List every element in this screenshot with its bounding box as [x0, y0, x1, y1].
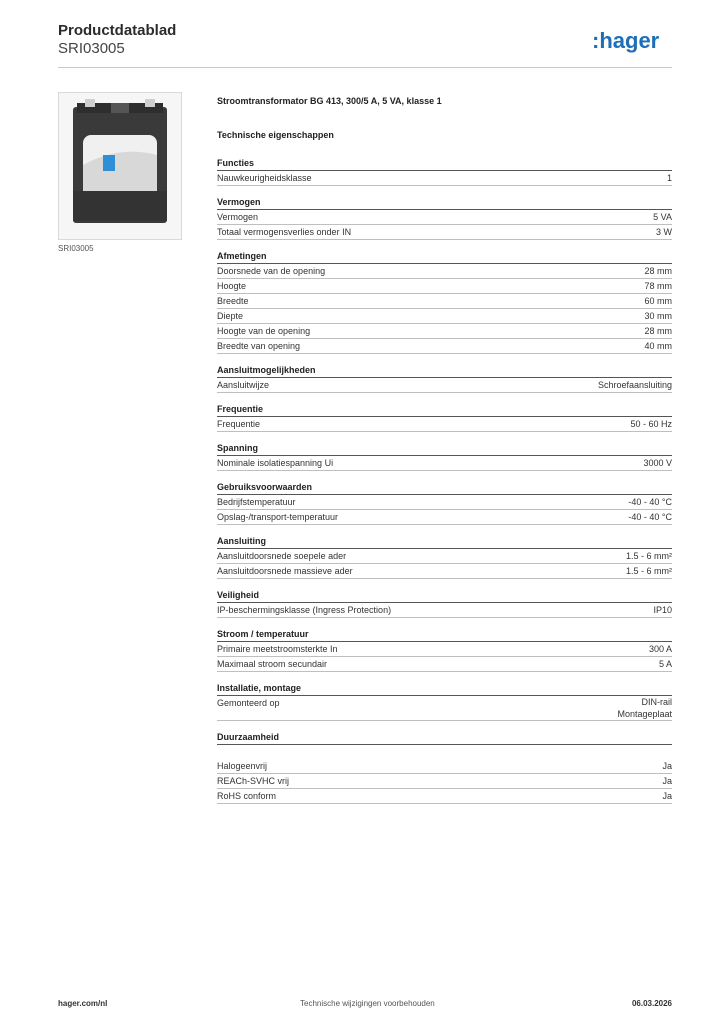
spec-value: 28 mm [644, 266, 672, 276]
spec-section [217, 590, 672, 618]
spec-value [617, 696, 672, 720]
product-name: Stroomtransformator BG 413, 300/5 A, 5 VA, klasse 1 [217, 96, 442, 106]
spec-section [217, 365, 672, 393]
spec-row [217, 171, 672, 186]
spec-row [217, 264, 672, 279]
spec-value: 40 mm [644, 341, 672, 351]
section-title: Frequentie [217, 404, 672, 417]
section-title: Functies [217, 158, 672, 171]
section-title: Aansluiting [217, 536, 672, 549]
header-divider [58, 67, 672, 68]
spec-value: 60 mm [644, 296, 672, 306]
spec-label: IP-beschermingsklasse (Ingress Protection) [217, 605, 392, 615]
spec-section [217, 251, 672, 354]
section-title: Duurzaamheid [217, 732, 672, 745]
current-transformer-image [59, 93, 181, 239]
spec-label: RoHS conform [217, 791, 277, 801]
page-header [58, 22, 672, 68]
spec-label: Hoogte [217, 281, 247, 291]
spec-section [217, 482, 672, 525]
section-title: Aansluitmogelijkheden [217, 365, 672, 378]
spec-value: 3 W [655, 227, 672, 237]
spec-value: 50 - 60 Hz [630, 419, 672, 429]
section-title: Stroom / temperatuur [217, 629, 672, 642]
spec-label: Halogeenvrij [217, 761, 268, 771]
section-title: Afmetingen [217, 251, 672, 264]
section-title: Veiligheid [217, 590, 672, 603]
spec-value: 5 VA [653, 212, 672, 222]
spec-row [217, 657, 672, 672]
spec-label: Aansluitdoorsnede soepele ader [217, 551, 347, 561]
spec-value: 3000 V [643, 458, 672, 468]
spec-sections [217, 158, 672, 804]
footer-website: hager.com/nl [58, 999, 108, 1008]
spec-value: Ja [662, 776, 672, 786]
tech-properties-title: Technische eigenschappen [217, 130, 334, 140]
spec-row [217, 339, 672, 354]
product-image [58, 92, 182, 240]
spec-section [217, 197, 672, 240]
spec-row [217, 642, 672, 657]
spec-section [217, 732, 672, 804]
hager-logo [592, 28, 672, 54]
spec-row [217, 378, 672, 393]
spec-label: Primaire meetstroomsterkte In [217, 644, 338, 654]
spec-value: 300 A [648, 644, 672, 654]
spec-label: Nauwkeurigheidsklasse [217, 173, 312, 183]
spec-section [217, 683, 672, 721]
image-caption: SRI03005 [58, 244, 94, 253]
spec-value: 30 mm [644, 311, 672, 321]
spec-row [217, 324, 672, 339]
footer-date: 06.03.2026 [631, 999, 672, 1008]
spec-label: Maximaal stroom secundair [217, 659, 328, 669]
spec-value: Schroefaansluiting [597, 380, 672, 390]
spec-row [217, 417, 672, 432]
spec-row [217, 495, 672, 510]
spec-row [217, 309, 672, 324]
spec-row [217, 549, 672, 564]
spec-row [217, 210, 672, 225]
section-title: Gebruiksvoorwaarden [217, 482, 672, 495]
spec-label: Opslag-/transport-temperatuur [217, 512, 339, 522]
logo-text: :hager [592, 28, 660, 53]
document-title: Productdatablad [58, 22, 177, 39]
spec-label: Aansluitwijze [217, 380, 270, 390]
spec-value: 78 mm [644, 281, 672, 291]
spec-value: IP10 [653, 605, 672, 615]
spec-value: 5 A [658, 659, 672, 669]
product-code: SRI03005 [58, 40, 125, 57]
spec-row [217, 456, 672, 471]
spec-row [217, 294, 672, 309]
section-title: Installatie, montage [217, 683, 672, 696]
spec-value: Ja [662, 761, 672, 771]
footer-disclaimer: Technische wijzigingen voorbehouden [300, 999, 435, 1008]
spec-label: Doorsnede van de opening [217, 266, 326, 276]
spec-value: 1.5 - 6 mm² [625, 551, 672, 561]
spec-content [217, 96, 672, 815]
spec-section [217, 404, 672, 432]
spec-row [217, 225, 672, 240]
spec-value-line: DIN-rail [641, 697, 672, 707]
spec-row [217, 564, 672, 579]
section-title: Spanning [217, 443, 672, 456]
spec-value-line: Montageplaat [617, 709, 672, 719]
spec-row [217, 774, 672, 789]
spec-section [217, 443, 672, 471]
spec-label: Totaal vermogensverlies onder IN [217, 227, 352, 237]
spec-value: -40 - 40 °C [628, 512, 672, 522]
spec-row [217, 510, 672, 525]
spec-row [217, 603, 672, 618]
spec-value: 1.5 - 6 mm² [625, 566, 672, 576]
spec-value: -40 - 40 °C [628, 497, 672, 507]
spec-label: Frequentie [217, 419, 261, 429]
spec-label: Breedte [217, 296, 249, 306]
spec-label: Vermogen [217, 212, 259, 222]
spec-label: Breedte van opening [217, 341, 301, 351]
spec-section [217, 158, 672, 186]
section-title: Vermogen [217, 197, 672, 210]
spec-row [217, 759, 672, 774]
spec-row [217, 279, 672, 294]
spec-section [217, 629, 672, 672]
spec-label: Bedrijfstemperatuur [217, 497, 296, 507]
spec-section [217, 536, 672, 579]
spec-value: 1 [666, 173, 672, 183]
spec-value: 28 mm [644, 326, 672, 336]
spec-value: Ja [662, 791, 672, 801]
spec-label: Gemonteerd op [217, 698, 280, 708]
spec-label: Hoogte van de opening [217, 326, 311, 336]
spec-label: Nominale isolatiespanning Ui [217, 458, 334, 468]
spec-label: Aansluitdoorsnede massieve ader [217, 566, 353, 576]
spec-label: Diepte [217, 311, 244, 321]
spec-label: REACh-SVHC vrij [217, 776, 290, 786]
spec-row [217, 696, 672, 721]
spec-row [217, 789, 672, 804]
